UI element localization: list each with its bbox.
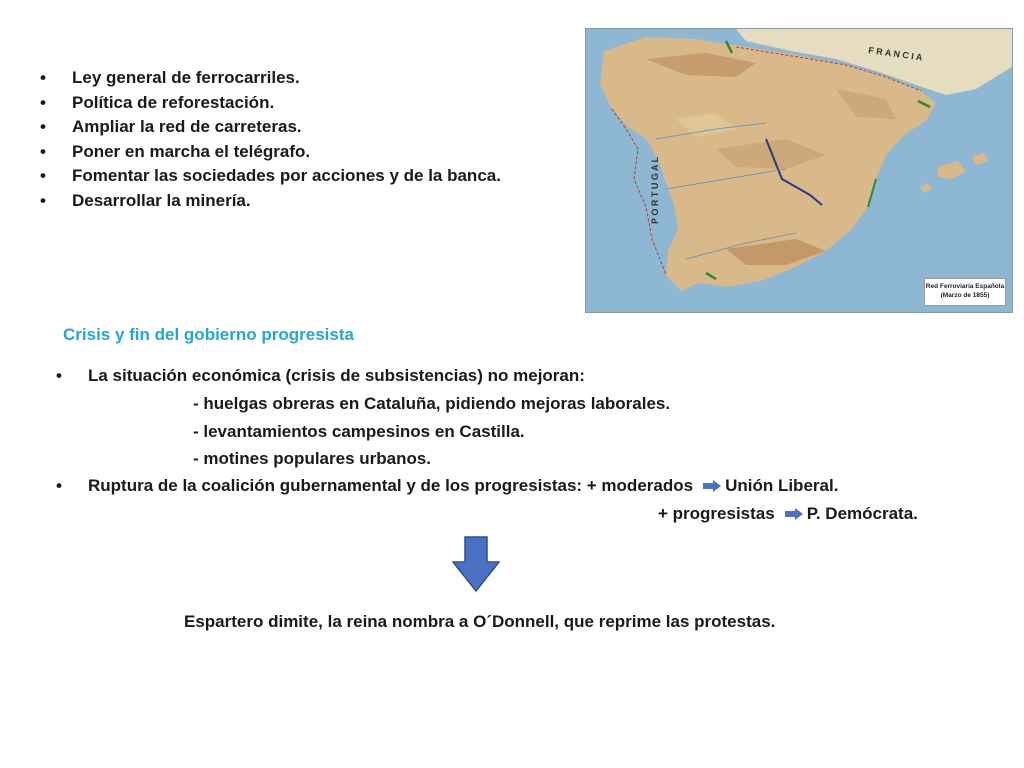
list-item: • Poner en marcha el telégrafo. bbox=[40, 140, 501, 165]
iberia-map-image bbox=[586, 29, 1012, 312]
progresistas-text: + progresistas bbox=[658, 504, 775, 523]
list-item: • Desarrollar la minería. bbox=[40, 189, 501, 214]
railway-map bbox=[585, 28, 1013, 313]
map-label-portugal: P O R T U G A L bbox=[650, 156, 660, 224]
list-item: • Ley general de ferrocarriles. bbox=[40, 66, 501, 91]
down-arrow-icon bbox=[452, 536, 500, 592]
crisis-point-1: La situación económica (crisis de subsistencias) no mejoran: bbox=[88, 366, 585, 385]
list-item: • Fomentar las sociedades por acciones y de la banca. bbox=[40, 164, 501, 189]
right-arrow-icon bbox=[785, 508, 803, 520]
bullet: • bbox=[56, 476, 62, 495]
bullet: • bbox=[56, 366, 62, 385]
crisis-point-2 bbox=[88, 476, 838, 496]
result-partido-democrata: P. Demócrata. bbox=[806, 504, 918, 523]
map-legend-date: (Marzo de 1855) bbox=[940, 292, 990, 299]
crisis-title: Crisis y fin del gobierno progresista bbox=[63, 325, 354, 344]
result-union-liberal: Unión Liberal. bbox=[725, 476, 839, 495]
crisis-sub-1: - huelgas obreras en Cataluña, pidiendo mejoras laborales. bbox=[193, 394, 671, 413]
list-item: • Ampliar la red de carreteras. bbox=[40, 115, 501, 140]
right-arrow-icon bbox=[703, 480, 721, 492]
map-legend bbox=[924, 278, 1006, 306]
crisis-point-2-text: Ruptura de la coalición gubernamental y de los progresistas: + moderados bbox=[88, 476, 694, 495]
crisis-sub-3: - motines populares urbanos. bbox=[193, 449, 432, 468]
measures-list bbox=[40, 66, 501, 213]
crisis-sub-2: - levantamientos campesinos en Castilla. bbox=[193, 422, 525, 441]
crisis-line-3 bbox=[658, 504, 918, 524]
map-label-france: F R A N C I A bbox=[867, 45, 924, 63]
map-legend-title: Red Ferroviaria Española bbox=[925, 283, 1005, 290]
conclusion-text: Espartero dimite, la reina nombra a O´Donnell, que reprime las protestas. bbox=[184, 612, 776, 631]
list-item: • Política de reforestación. bbox=[40, 91, 501, 116]
